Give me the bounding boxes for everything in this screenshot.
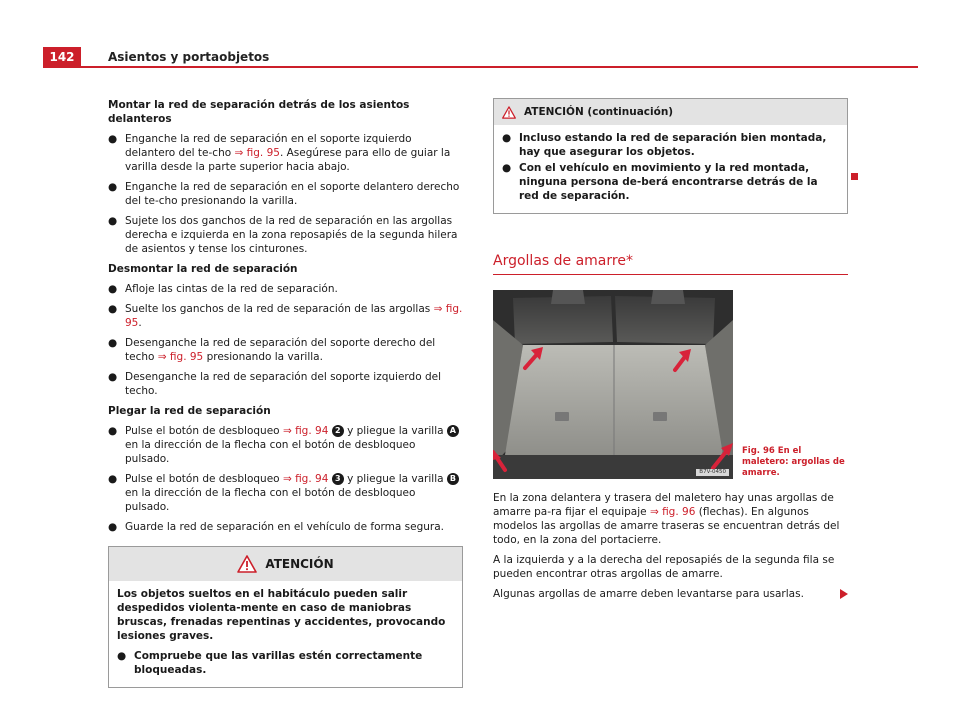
- list-item: ● Afloje las cintas de la red de separación.: [108, 283, 338, 295]
- list-item: ● Enganche la red de separación en el soporte delantero derecho del te-cho presionando la varilla.: [108, 181, 460, 207]
- paragraph: Algunas argollas de amarre deben levantarse para usarlas.: [493, 587, 848, 601]
- list-item: ● Guarde la red de separación en el vehículo de forma segura.: [108, 521, 444, 533]
- figure-link[interactable]: ⇒ fig. 95: [125, 303, 463, 329]
- callout-number-badge: 3: [332, 473, 344, 485]
- figure-link[interactable]: ⇒ fig. 94: [282, 425, 329, 437]
- list-item: ● Pulse el botón de desbloqueo ⇒ fig. 94 3 y pliegue la varilla B en la dirección de la flecha con el botón de desbloqueo pulsado.: [108, 472, 463, 514]
- warning-box-body: [109, 581, 462, 687]
- list-item: ● Compruebe que las varillas estén correctamente bloqueadas.: [117, 650, 423, 676]
- section-heading-dismount: Desmontar la red de separación: [108, 263, 298, 275]
- bullet-dot: ●: [108, 181, 118, 193]
- list-item: ● Suelte los ganchos de la red de separación de las argollas ⇒ fig. 95.: [108, 303, 463, 329]
- trunk-photo: [493, 290, 733, 479]
- paragraph: En la zona delantera y trasera del maletero hay unas argollas de amarre pa-ra fijar el equipaje ⇒ fig. 96 (flechas). En algunos modelos las argollas de amarre traseras se encuentran detrás del todo, en la zona del portacierre.: [493, 492, 840, 546]
- figure-96: [493, 290, 848, 479]
- right-column: [493, 98, 848, 607]
- bullet-dot: ●: [502, 162, 512, 174]
- list-item: ● Con el vehículo en movimiento y la red montada, ninguna persona de-berá encontrarse detrás de la red de separación.: [502, 162, 818, 202]
- callout-letter-badge: A: [447, 425, 459, 437]
- header-rule: [43, 66, 918, 68]
- paragraph: A la izquierda y a la derecha del reposapiés de la segunda fila se pueden encontrar otras argollas de amarre.: [493, 554, 835, 580]
- figure-code: B7V-0450: [696, 469, 729, 476]
- warning-box-body: [494, 125, 847, 213]
- warning-text: Los objetos sueltos en el habitáculo pueden salir despedidos violenta-mente en caso de maniobras bruscas, frenadas repentinas y accidentes, provocando lesiones graves.: [117, 588, 446, 642]
- bullet-dot: ●: [108, 371, 118, 383]
- figure-caption: Fig. 96 En el maletero: argollas de amarre.: [742, 446, 845, 478]
- list-item: ● Desenganche la red de separación del soporte izquierdo del techo.: [108, 371, 442, 397]
- figure-link[interactable]: ⇒ fig. 94: [282, 473, 329, 485]
- tie-downs-text: [493, 491, 848, 601]
- list-item: ● Desenganche la red de separación del soporte derecho del techo ⇒ fig. 95 presionando la varilla.: [108, 337, 436, 363]
- bullet-dot: ●: [108, 283, 118, 295]
- bullet-dot: ●: [108, 473, 118, 485]
- end-square-icon: [851, 173, 858, 180]
- warning-box: [108, 546, 463, 688]
- warning-triangle-icon: [502, 106, 516, 119]
- bullet-dot: ●: [108, 521, 118, 533]
- list-item: ● Incluso estando la red de separación bien montada, hay que asegurar los objetos.: [502, 132, 827, 158]
- figure-link[interactable]: ⇒ fig. 96: [649, 506, 696, 518]
- callout-number-badge: 2: [332, 425, 344, 437]
- warning-title: ATENCIÓN: [265, 557, 334, 571]
- bullet-dot: ●: [108, 215, 118, 227]
- warning-continuation-box: [493, 98, 848, 214]
- warning-box-header: [109, 547, 462, 581]
- bullet-dot: ●: [108, 337, 118, 349]
- figure-link[interactable]: ⇒ fig. 95: [234, 147, 280, 159]
- figure-link[interactable]: ⇒ fig. 95: [157, 351, 204, 363]
- bullet-dot: ●: [108, 425, 118, 437]
- section-heading-mount: Montar la red de separación detrás de los asientos delanteros: [108, 99, 410, 125]
- bullet-dot: ●: [108, 133, 118, 145]
- left-column: [108, 98, 463, 688]
- section-heading-fold: Plegar la red de separación: [108, 405, 271, 417]
- warning-title: ATENCIÓN (continuación): [524, 106, 674, 118]
- warning-box-header: [494, 99, 847, 125]
- next-page-arrow-icon: [840, 589, 848, 599]
- section-heading-tie-downs: Argollas de amarre*: [493, 252, 848, 275]
- list-item: ● Enganche la red de separación en el soporte izquierdo delantero del te-cho ⇒ fig. 95. Asegúrese para ello de guiar la varilla desde la parte superior hacia abajo.: [108, 133, 451, 173]
- page-header-title: Asientos y portaobjetos: [108, 50, 270, 64]
- bullet-dot: ●: [108, 303, 118, 315]
- list-item: ● Sujete los dos ganchos de la red de separación en las argollas derecha e izquierda en la zona reposapiés de la segunda hilera de asientos y tense los cinturones.: [108, 215, 458, 255]
- trunk-illustration: [493, 290, 733, 479]
- callout-letter-badge: B: [447, 473, 459, 485]
- warning-triangle-icon: [237, 555, 257, 573]
- bullet-dot: ●: [502, 132, 512, 144]
- page-number: 142: [43, 47, 81, 67]
- list-item: ● Pulse el botón de desbloqueo ⇒ fig. 94 2 y pliegue la varilla A en la dirección de la flecha con el botón de desbloqueo pulsado.: [108, 424, 463, 466]
- bullet-dot: ●: [117, 650, 127, 662]
